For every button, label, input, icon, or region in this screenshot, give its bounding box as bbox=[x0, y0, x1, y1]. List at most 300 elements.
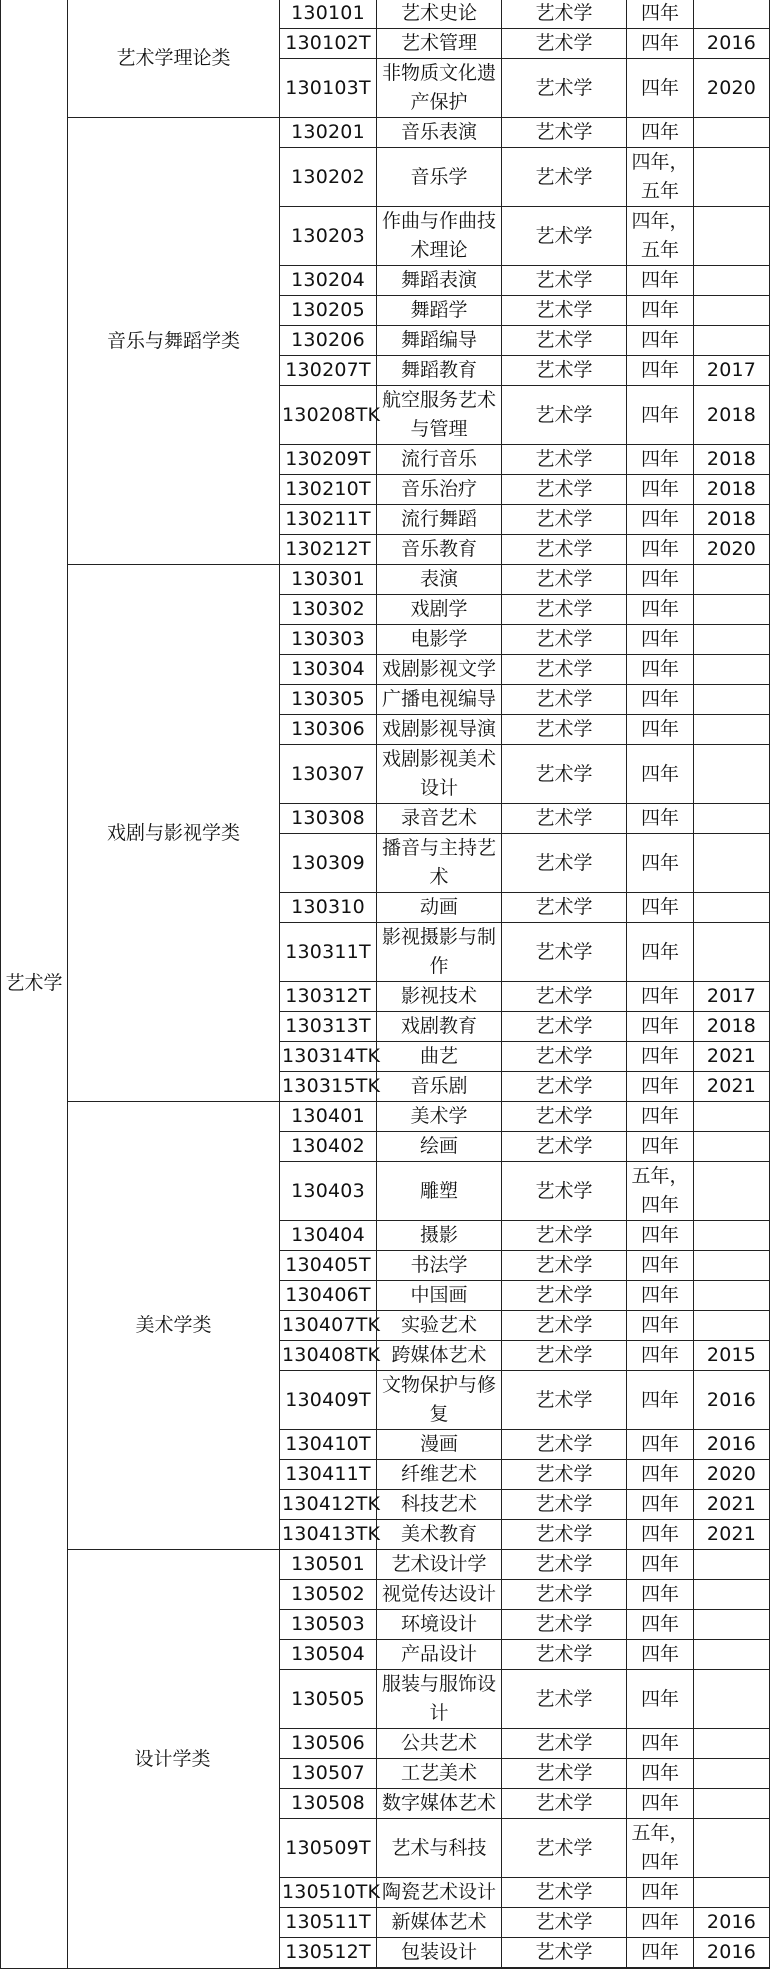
year-added-cell: 2016 bbox=[694, 29, 770, 59]
duration-line: 四年 bbox=[640, 1493, 679, 1515]
major-code-cell: 130503 bbox=[280, 1610, 377, 1640]
duration-line: 四年 bbox=[640, 1851, 679, 1873]
duration-line: 四年 bbox=[640, 1254, 679, 1276]
major-name-line: 艺术设计学 bbox=[391, 1553, 487, 1575]
degree-cell: 艺术学 bbox=[502, 1729, 627, 1759]
year-added-cell: 2018 bbox=[694, 475, 770, 505]
duration-cell bbox=[627, 595, 694, 625]
major-name-line: 音乐剧 bbox=[410, 1075, 468, 1097]
year-added-cell: 2021 bbox=[694, 1042, 770, 1072]
major-name-cell bbox=[377, 1550, 502, 1580]
duration-line: 五年 bbox=[640, 180, 679, 202]
degree-cell: 艺术学 bbox=[502, 535, 627, 565]
major-name-cell bbox=[377, 1729, 502, 1759]
year-added-cell bbox=[694, 1819, 770, 1878]
duration-line: 四年 bbox=[640, 1523, 679, 1545]
major-name-cell bbox=[377, 1490, 502, 1520]
year-added-cell: 2020 bbox=[694, 535, 770, 565]
major-code-cell: 130509T bbox=[280, 1819, 377, 1878]
duration-line: 四年 bbox=[640, 359, 679, 381]
major-name-line: 美术学 bbox=[410, 1105, 468, 1127]
major-code-cell: 130207T bbox=[280, 356, 377, 386]
duration-line: 四年 bbox=[640, 1045, 679, 1067]
major-code-cell: 130511T bbox=[280, 1908, 377, 1938]
major-name-line: 术 bbox=[429, 866, 449, 888]
year-added-cell bbox=[694, 893, 770, 923]
year-added-cell bbox=[694, 1221, 770, 1251]
duration-line: 四年 bbox=[640, 448, 679, 470]
duration-line: 四年 bbox=[640, 1344, 679, 1366]
year-added-cell: 2017 bbox=[694, 356, 770, 386]
degree-cell: 艺术学 bbox=[502, 1371, 627, 1430]
major-code-cell: 130408TK bbox=[280, 1341, 377, 1371]
major-code-cell: 130209T bbox=[280, 445, 377, 475]
degree-cell: 艺术学 bbox=[502, 1281, 627, 1311]
duration-line: 四年 bbox=[640, 1015, 679, 1037]
major-name-line: 影视摄影与制 bbox=[381, 926, 496, 948]
duration-cell bbox=[627, 1640, 694, 1670]
duration-line: 四年 bbox=[640, 1224, 679, 1246]
duration-line: 五年， bbox=[631, 1165, 689, 1187]
year-added-cell: 2021 bbox=[694, 1520, 770, 1550]
duration-cell bbox=[627, 565, 694, 595]
year-added-cell: 2018 bbox=[694, 1012, 770, 1042]
duration-cell bbox=[627, 1670, 694, 1729]
duration-line: 四年 bbox=[640, 1433, 679, 1455]
year-added-cell bbox=[694, 296, 770, 326]
major-name-cell bbox=[377, 148, 502, 207]
year-added-cell bbox=[694, 207, 770, 266]
duration-cell bbox=[627, 834, 694, 893]
major-name-cell bbox=[377, 1520, 502, 1550]
duration-cell bbox=[627, 118, 694, 148]
degree-cell: 艺术学 bbox=[502, 1520, 627, 1550]
degree-cell: 艺术学 bbox=[502, 266, 627, 296]
major-name-line: 舞蹈学 bbox=[410, 299, 468, 321]
major-code-cell: 130505 bbox=[280, 1670, 377, 1729]
major-name-cell bbox=[377, 505, 502, 535]
degree-cell: 艺术学 bbox=[502, 356, 627, 386]
major-code-cell: 130210T bbox=[280, 475, 377, 505]
major-code-cell: 130508 bbox=[280, 1789, 377, 1819]
duration-line: 四年 bbox=[640, 1941, 679, 1963]
major-name-cell bbox=[377, 1759, 502, 1789]
duration-cell bbox=[627, 1878, 694, 1908]
major-name-cell bbox=[377, 1012, 502, 1042]
major-code-cell: 130202 bbox=[280, 148, 377, 207]
year-added-cell bbox=[694, 923, 770, 982]
duration-cell bbox=[627, 356, 694, 386]
degree-cell: 艺术学 bbox=[502, 0, 627, 29]
major-name-cell bbox=[377, 1610, 502, 1640]
major-name-cell bbox=[377, 1819, 502, 1878]
year-added-cell bbox=[694, 1878, 770, 1908]
duration-cell bbox=[627, 1610, 694, 1640]
major-name-line: 雕塑 bbox=[419, 1179, 458, 1202]
year-added-cell bbox=[694, 1102, 770, 1132]
year-added-cell bbox=[694, 1281, 770, 1311]
degree-cell: 艺术学 bbox=[502, 1610, 627, 1640]
major-name-line: 影视技术 bbox=[400, 985, 477, 1007]
major-code-cell: 130303 bbox=[280, 625, 377, 655]
degree-cell: 艺术学 bbox=[502, 1341, 627, 1371]
duration-line: 四年 bbox=[640, 1613, 679, 1635]
major-name-line: 与管理 bbox=[410, 418, 468, 440]
year-added-cell bbox=[694, 266, 770, 296]
major-name-cell bbox=[377, 1968, 502, 1969]
duration-cell bbox=[627, 1132, 694, 1162]
major-name-cell bbox=[377, 1162, 502, 1221]
major-name-line: 复 bbox=[429, 1403, 449, 1425]
duration-line: 四年 bbox=[640, 1105, 679, 1127]
major-name-cell bbox=[377, 982, 502, 1012]
duration-line: 四年 bbox=[640, 658, 679, 680]
major-name-cell bbox=[377, 625, 502, 655]
degree-cell: 艺术学 bbox=[502, 118, 627, 148]
major-name-cell bbox=[377, 1938, 502, 1968]
degree-cell: 艺术学 bbox=[502, 59, 627, 118]
degree-cell: 艺术学 bbox=[502, 565, 627, 595]
degree-cell: 艺术学 bbox=[502, 475, 627, 505]
degree-cell: 艺术学 bbox=[502, 1789, 627, 1819]
major-code-cell: 130312T bbox=[280, 982, 377, 1012]
major-name-line: 设计 bbox=[419, 777, 458, 799]
duration-line: 四年 bbox=[640, 538, 679, 560]
major-name-line: 舞蹈表演 bbox=[400, 269, 477, 291]
major-code-cell: 130304 bbox=[280, 655, 377, 685]
year-added-cell bbox=[694, 326, 770, 356]
major-code-cell: 130311T bbox=[280, 923, 377, 982]
major-code-cell: 130512T bbox=[280, 1938, 377, 1968]
table-row bbox=[1, 0, 770, 29]
year-added-cell bbox=[694, 565, 770, 595]
major-name-cell bbox=[377, 356, 502, 386]
duration-line: 四年 bbox=[640, 32, 679, 54]
duration-line: 四年 bbox=[640, 2, 679, 24]
subcategory-cell: 艺术学理论类 bbox=[68, 0, 280, 118]
major-name-line: 动画 bbox=[419, 896, 458, 918]
major-code-cell: 130401 bbox=[280, 1102, 377, 1132]
degree-cell: 艺术学 bbox=[502, 1908, 627, 1938]
major-name-line: 跨媒体艺术 bbox=[391, 1344, 487, 1366]
duration-cell bbox=[627, 1968, 694, 1969]
duration-line: 四年 bbox=[640, 628, 679, 650]
major-name-line: 数字媒体艺术 bbox=[381, 1792, 496, 1814]
major-name-cell bbox=[377, 59, 502, 118]
major-name-line: 产保护 bbox=[410, 91, 468, 113]
duration-line: 四年 bbox=[640, 478, 679, 500]
year-added-cell bbox=[694, 1968, 770, 1969]
degree-cell: 艺术学 bbox=[502, 207, 627, 266]
year-added-cell bbox=[694, 745, 770, 804]
year-added-cell bbox=[694, 1670, 770, 1729]
major-name-cell bbox=[377, 266, 502, 296]
degree-cell: 艺术学 bbox=[502, 595, 627, 625]
major-name-cell bbox=[377, 1460, 502, 1490]
duration-cell bbox=[627, 1072, 694, 1102]
degree-cell: 艺术学 bbox=[502, 804, 627, 834]
duration-line: 四年 bbox=[640, 762, 679, 785]
major-code-cell: 130402 bbox=[280, 1132, 377, 1162]
year-added-cell: 2020 bbox=[694, 1460, 770, 1490]
major-name-line: 戏剧影视文学 bbox=[381, 658, 496, 680]
major-name-cell bbox=[377, 1221, 502, 1251]
duration-line: 四年 bbox=[640, 1687, 679, 1710]
year-added-cell bbox=[694, 1610, 770, 1640]
degree-cell: 艺术学 bbox=[502, 1311, 627, 1341]
duration-line: 四年 bbox=[640, 940, 679, 963]
duration-cell bbox=[627, 1251, 694, 1281]
degree-cell: 艺术学 bbox=[502, 1878, 627, 1908]
major-name-line: 陶瓷艺术设计 bbox=[381, 1881, 496, 1903]
major-name-cell bbox=[377, 834, 502, 893]
duration-cell bbox=[627, 1580, 694, 1610]
duration-cell bbox=[627, 296, 694, 326]
major-name-line: 音乐学 bbox=[410, 165, 468, 188]
major-code-cell: 130412TK bbox=[280, 1490, 377, 1520]
major-code-cell: 130315TK bbox=[280, 1072, 377, 1102]
year-added-cell: 2016 bbox=[694, 1908, 770, 1938]
year-added-cell bbox=[694, 1311, 770, 1341]
major-name-cell bbox=[377, 1640, 502, 1670]
duration-cell bbox=[627, 1819, 694, 1878]
duration-line: 四年 bbox=[640, 299, 679, 321]
subcategory-cell: 设计学类 bbox=[68, 1550, 280, 1969]
duration-line: 四年 bbox=[640, 985, 679, 1007]
major-name-line: 美术教育 bbox=[400, 1523, 477, 1545]
major-name-line: 录音艺术 bbox=[400, 807, 477, 829]
degree-cell: 艺术学 bbox=[502, 1938, 627, 1968]
major-code-cell: 130501 bbox=[280, 1550, 377, 1580]
duration-line: 四年 bbox=[640, 1284, 679, 1306]
major-code-cell: 130307 bbox=[280, 745, 377, 804]
major-code-cell: 130306 bbox=[280, 715, 377, 745]
major-name-line: 戏剧影视美术 bbox=[381, 748, 496, 770]
major-name-cell bbox=[377, 1102, 502, 1132]
duration-cell bbox=[627, 1908, 694, 1938]
degree-cell: 艺术学 bbox=[502, 1042, 627, 1072]
duration-cell bbox=[627, 59, 694, 118]
table-body bbox=[1, 0, 770, 1969]
major-name-cell bbox=[377, 1311, 502, 1341]
major-name-cell bbox=[377, 745, 502, 804]
year-added-cell bbox=[694, 1789, 770, 1819]
year-added-cell: 2021 bbox=[694, 1072, 770, 1102]
major-code-cell: 130510TK bbox=[280, 1878, 377, 1908]
major-name-line: 术理论 bbox=[410, 239, 468, 261]
major-name-cell bbox=[377, 565, 502, 595]
major-name-cell bbox=[377, 296, 502, 326]
major-code-cell: 130204 bbox=[280, 266, 377, 296]
major-code-cell: 130409T bbox=[280, 1371, 377, 1430]
major-code-cell: 130410T bbox=[280, 1430, 377, 1460]
year-added-cell bbox=[694, 685, 770, 715]
year-added-cell: 2017 bbox=[694, 982, 770, 1012]
duration-cell bbox=[627, 1012, 694, 1042]
major-name-line: 环境设计 bbox=[400, 1613, 477, 1635]
major-code-cell: 130405T bbox=[280, 1251, 377, 1281]
major-name-line: 曲艺 bbox=[419, 1045, 458, 1067]
year-added-cell bbox=[694, 1729, 770, 1759]
duration-cell bbox=[627, 1550, 694, 1580]
year-added-cell bbox=[694, 595, 770, 625]
major-name-line: 服装与服饰设 bbox=[381, 1673, 496, 1695]
major-name-line: 流行音乐 bbox=[400, 448, 477, 470]
duration-line: 四年 bbox=[640, 1762, 679, 1784]
major-name-cell bbox=[377, 1132, 502, 1162]
duration-cell bbox=[627, 475, 694, 505]
year-added-cell bbox=[694, 1251, 770, 1281]
duration-cell bbox=[627, 1729, 694, 1759]
year-added-cell: 2021 bbox=[694, 1490, 770, 1520]
degree-cell: 艺术学 bbox=[502, 625, 627, 655]
duration-cell bbox=[627, 685, 694, 715]
major-name-line: 计 bbox=[429, 1702, 449, 1724]
duration-line: 四年 bbox=[640, 1792, 679, 1814]
duration-line: 四年 bbox=[640, 76, 679, 99]
major-name-line: 文物保护与修 bbox=[381, 1374, 496, 1396]
year-added-cell bbox=[694, 625, 770, 655]
major-name-cell bbox=[377, 475, 502, 505]
degree-cell: 艺术学 bbox=[502, 834, 627, 893]
duration-line: 五年， bbox=[631, 1822, 689, 1844]
year-added-cell: 2015 bbox=[694, 1341, 770, 1371]
duration-line: 四年 bbox=[640, 1135, 679, 1157]
duration-line: 四年 bbox=[640, 1732, 679, 1754]
duration-cell bbox=[627, 266, 694, 296]
major-name-cell bbox=[377, 595, 502, 625]
degree-cell: 艺术学 bbox=[502, 1550, 627, 1580]
degree-cell: 艺术学 bbox=[502, 982, 627, 1012]
major-code-cell: 130413TK bbox=[280, 1520, 377, 1550]
duration-line: 四年 bbox=[640, 598, 679, 620]
major-name-cell bbox=[377, 1281, 502, 1311]
duration-line: 四年 bbox=[640, 1463, 679, 1485]
duration-cell bbox=[627, 386, 694, 445]
major-name-line: 公共艺术 bbox=[400, 1732, 477, 1754]
major-code-cell: 130212T bbox=[280, 535, 377, 565]
major-code-cell: 130314TK bbox=[280, 1042, 377, 1072]
degree-cell: 艺术学 bbox=[502, 893, 627, 923]
year-added-cell bbox=[694, 1580, 770, 1610]
major-name-line: 新媒体艺术 bbox=[391, 1911, 487, 1933]
major-name-cell bbox=[377, 1789, 502, 1819]
major-name-line: 音乐教育 bbox=[400, 538, 477, 560]
duration-cell bbox=[627, 1520, 694, 1550]
duration-line: 四年 bbox=[640, 1881, 679, 1903]
duration-line: 四年 bbox=[640, 807, 679, 829]
degree-cell: 艺术学 bbox=[502, 326, 627, 356]
major-name-cell bbox=[377, 1371, 502, 1430]
duration-cell bbox=[627, 715, 694, 745]
year-added-cell bbox=[694, 1550, 770, 1580]
major-name-cell bbox=[377, 655, 502, 685]
major-name-line: 产品设计 bbox=[400, 1643, 477, 1665]
major-code-cell: 130407TK bbox=[280, 1311, 377, 1341]
major-name-cell bbox=[377, 685, 502, 715]
degree-cell bbox=[502, 1968, 627, 1969]
year-added-cell bbox=[694, 0, 770, 29]
year-added-cell: 2016 bbox=[694, 1371, 770, 1430]
major-name-cell bbox=[377, 1580, 502, 1610]
duration-line: 四年 bbox=[640, 568, 679, 590]
duration-cell bbox=[627, 1371, 694, 1430]
major-name-cell bbox=[377, 1908, 502, 1938]
duration-line: 四年 bbox=[640, 1911, 679, 1933]
degree-cell: 艺术学 bbox=[502, 1221, 627, 1251]
major-code-cell: 130504 bbox=[280, 1640, 377, 1670]
year-added-cell: 2018 bbox=[694, 445, 770, 475]
major-name-line: 播音与主持艺 bbox=[381, 837, 496, 859]
major-name-line: 电影学 bbox=[410, 628, 468, 650]
duration-line: 四年 bbox=[640, 1643, 679, 1665]
major-name-cell bbox=[377, 29, 502, 59]
major-name-cell bbox=[377, 386, 502, 445]
major-code-cell: 130308 bbox=[280, 804, 377, 834]
major-name-line: 漫画 bbox=[419, 1433, 458, 1455]
major-code-cell: 130406T bbox=[280, 1281, 377, 1311]
degree-cell: 艺术学 bbox=[502, 1162, 627, 1221]
major-code-cell: 130403 bbox=[280, 1162, 377, 1221]
major-code-cell: 130301 bbox=[280, 565, 377, 595]
major-name-cell bbox=[377, 1072, 502, 1102]
major-name-line: 工艺美术 bbox=[400, 1762, 477, 1784]
duration-cell bbox=[627, 207, 694, 266]
major-name-line: 中国画 bbox=[410, 1284, 468, 1306]
duration-cell bbox=[627, 1042, 694, 1072]
duration-line: 四年 bbox=[640, 688, 679, 710]
year-added-cell bbox=[694, 148, 770, 207]
degree-cell: 艺术学 bbox=[502, 445, 627, 475]
table-row bbox=[1, 1550, 770, 1580]
major-code-cell: 130103T bbox=[280, 59, 377, 118]
major-name-cell bbox=[377, 1042, 502, 1072]
degree-cell: 艺术学 bbox=[502, 1460, 627, 1490]
major-name-line: 舞蹈编导 bbox=[400, 329, 477, 351]
duration-cell bbox=[627, 1311, 694, 1341]
degree-cell: 艺术学 bbox=[502, 1640, 627, 1670]
duration-line: 四年 bbox=[640, 403, 679, 426]
year-added-cell bbox=[694, 1162, 770, 1221]
major-name-cell bbox=[377, 804, 502, 834]
major-code-cell: 130206 bbox=[280, 326, 377, 356]
major-name-cell bbox=[377, 118, 502, 148]
duration-cell bbox=[627, 535, 694, 565]
major-name-line: 表演 bbox=[419, 568, 458, 590]
duration-cell bbox=[627, 1789, 694, 1819]
duration-line: 四年， bbox=[631, 151, 689, 173]
degree-cell: 艺术学 bbox=[502, 655, 627, 685]
major-name-line: 视觉传达设计 bbox=[381, 1583, 496, 1605]
duration-cell bbox=[627, 1221, 694, 1251]
major-code-cell: 130211T bbox=[280, 505, 377, 535]
subcategory-cell: 音乐与舞蹈学类 bbox=[68, 118, 280, 565]
major-code-cell: 130309 bbox=[280, 834, 377, 893]
duration-cell bbox=[627, 655, 694, 685]
degree-cell: 艺术学 bbox=[502, 1490, 627, 1520]
duration-cell bbox=[627, 505, 694, 535]
table-row bbox=[1, 1102, 770, 1132]
duration-cell bbox=[627, 1162, 694, 1221]
major-name-cell bbox=[377, 1670, 502, 1729]
degree-cell: 艺术学 bbox=[502, 745, 627, 804]
category-cell: 艺术学 bbox=[1, 0, 68, 1969]
duration-line: 四年 bbox=[640, 718, 679, 740]
duration-cell bbox=[627, 923, 694, 982]
table-row bbox=[1, 565, 770, 595]
major-name-cell bbox=[377, 207, 502, 266]
year-added-cell bbox=[694, 804, 770, 834]
